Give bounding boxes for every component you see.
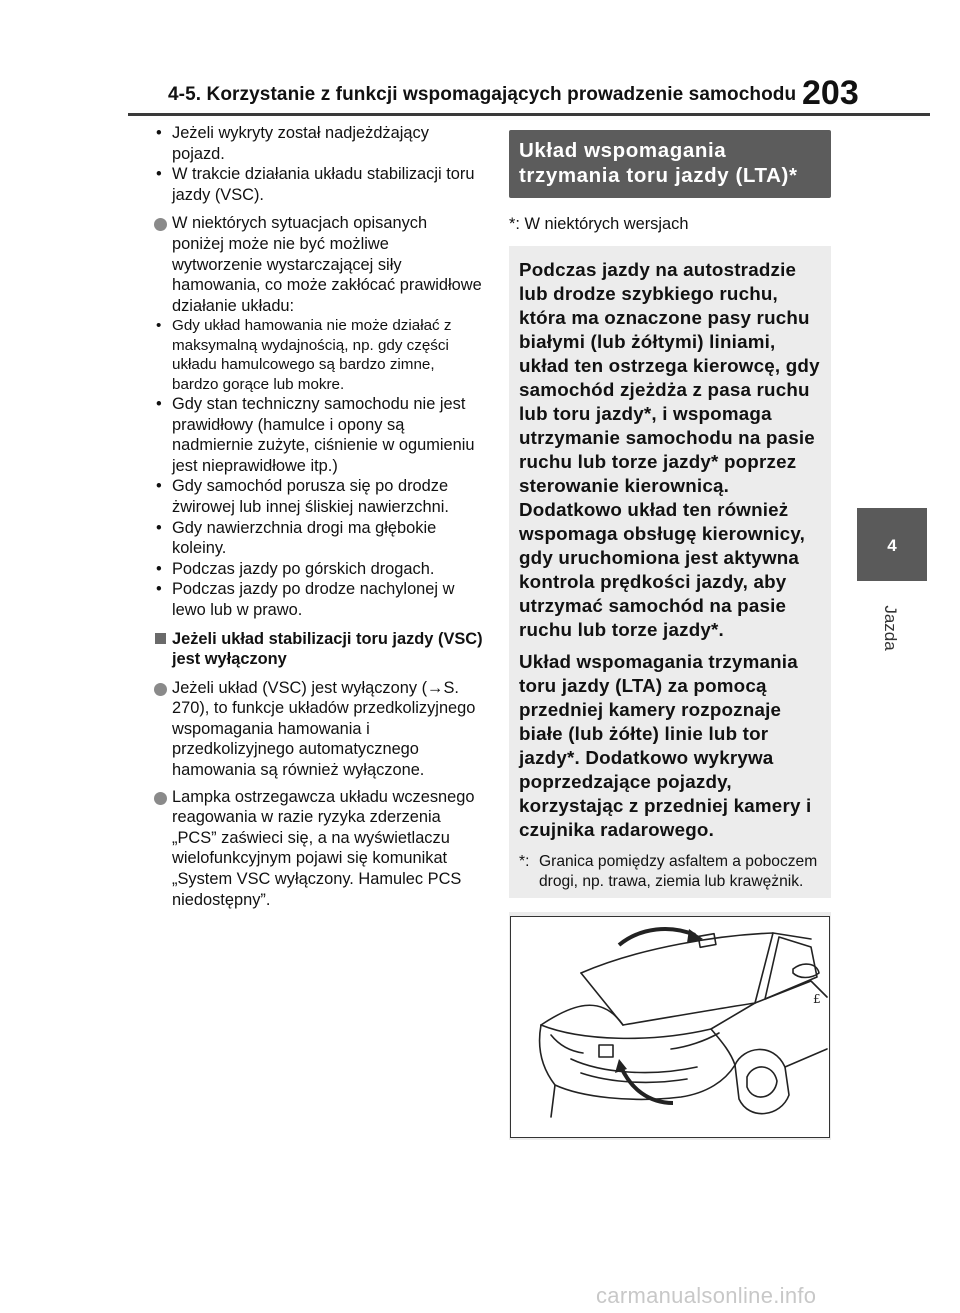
chapter-tab: [857, 508, 927, 581]
page-number: 203: [802, 74, 859, 112]
circle-bullet-icon: [154, 218, 167, 231]
square-bullet-icon: [155, 633, 166, 644]
circle-bullet-icon: [154, 683, 167, 696]
info-paragraph: Układ wspomagania trzymania toru jazdy (LTA) za pomocą przedniej kamery rozpoznaje białe (lub żółte) linie lub tor jazdy*. Dodatkowo wykrywa poprzedzające pojazdy, korzystając z przedniej kamery i czujnika radarowego.: [519, 651, 812, 840]
page-header: [0, 0, 960, 115]
info-box: [509, 246, 831, 898]
version-footnote: *: W niektórych wersjach: [509, 215, 689, 233]
left-column: [148, 123, 483, 910]
banner-title: Układ wspomagania trzymania toru jazdy (LTA)*: [519, 139, 798, 187]
circle-paragraph: W niektórych sytuacjach opisanych poniżej może nie być możliwe wytworzenie wystarczającej siły hamowania, co może zakłócać prawidłowe działanie układu:: [148, 213, 483, 316]
right-column: [509, 130, 831, 898]
section-banner: [509, 130, 831, 198]
list-item: • Podczas jazdy po górskich drogach.: [156, 559, 435, 578]
list-item: • Gdy samochód porusza się po drodze żwirowej lub innej śliskiej nawierzchni.: [156, 477, 449, 516]
list-item: • Gdy stan techniczny samochodu nie jest prawidłowy (hamulce i opony są nadmiernie zużyte, ciśnienie w ogumieniu jest nieprawidłowe itp.): [156, 394, 475, 475]
chapter-label-text: Jazda: [881, 605, 900, 651]
list-item: • Gdy nawierzchnia drogi ma głębokie koleiny.: [156, 518, 437, 558]
section-title: 4-5. Korzystanie z funkcji wspomagających prowadzenie samochodu: [168, 84, 797, 105]
chapter-number: 4: [887, 536, 897, 555]
chapter-label: [878, 590, 902, 670]
circle-paragraph: Jeżeli układ (VSC) jest wyłączony (→S. 270), to funkcje układów przedkolizyjnego wspomagania hamowania i przedkolizyjnego automatycznego hamowania są również wyłączone.: [148, 678, 483, 781]
watermark: carmanualsonline.info: [596, 1283, 817, 1308]
circle-paragraph: Lampka ostrzegawcza układu wczesnego reagowania w razie ryzyka zderzenia „PCS” zaświeci się, a na wyświetlaczu wielofunkcyjnym pojawi się komunikat „System VSC wyłączony. Hamulec PCS niedostępny”.: [148, 787, 483, 911]
info-note: *: Granica pomiędzy asfaltem a poboczem drogi, np. trawa, ziemia lub krawężnik.: [519, 853, 818, 890]
figure-frame: [510, 916, 830, 1138]
car-sensor-diagram: [511, 917, 829, 1137]
circle-bullet-icon: [154, 792, 167, 805]
list-item: • W trakcie działania układu stabilizacji toru jazdy (VSC).: [156, 165, 475, 204]
subheading: Jeżeli układ stabilizacji toru jazdy (VSC) jest wyłączony: [148, 629, 483, 670]
svg-text:£: £: [813, 992, 821, 1006]
list-item: • Gdy układ hamowania nie może działać z maksymalną wydajnością, np. gdy części układu hamulcowego są bardzo zimne, bardzo gorące lub mokre.: [156, 317, 452, 393]
header-rule: [128, 113, 930, 116]
list-item: • Jeżeli wykryty został nadjeżdżający pojazd.: [156, 124, 429, 163]
info-paragraph: Podczas jazdy na autostradzie lub drodze szybkiego ruchu, która ma oznaczone pasy ruchu białymi (lub żółtymi) liniami, układ ten ostrzega kierowcę, gdy samochód zjeżdża z pasa ruchu lub toru jazdy*, i wspomaga utrzymanie samochodu na pasie ruchu lub torze jazdy* poprzez sterowanie kierownicą. Dodatkowo układ ten również wspomaga obsługę kierownicy, gdy uruchomiona jest aktywna kontrola prędkości jazdy, aby utrzymać samochód na pasie ruchu lub torze jazdy*.: [519, 259, 820, 640]
list-item: • Podczas jazdy po drodze nachylonej w lewo lub w prawo.: [156, 580, 455, 619]
car-illustration: [509, 912, 831, 1140]
